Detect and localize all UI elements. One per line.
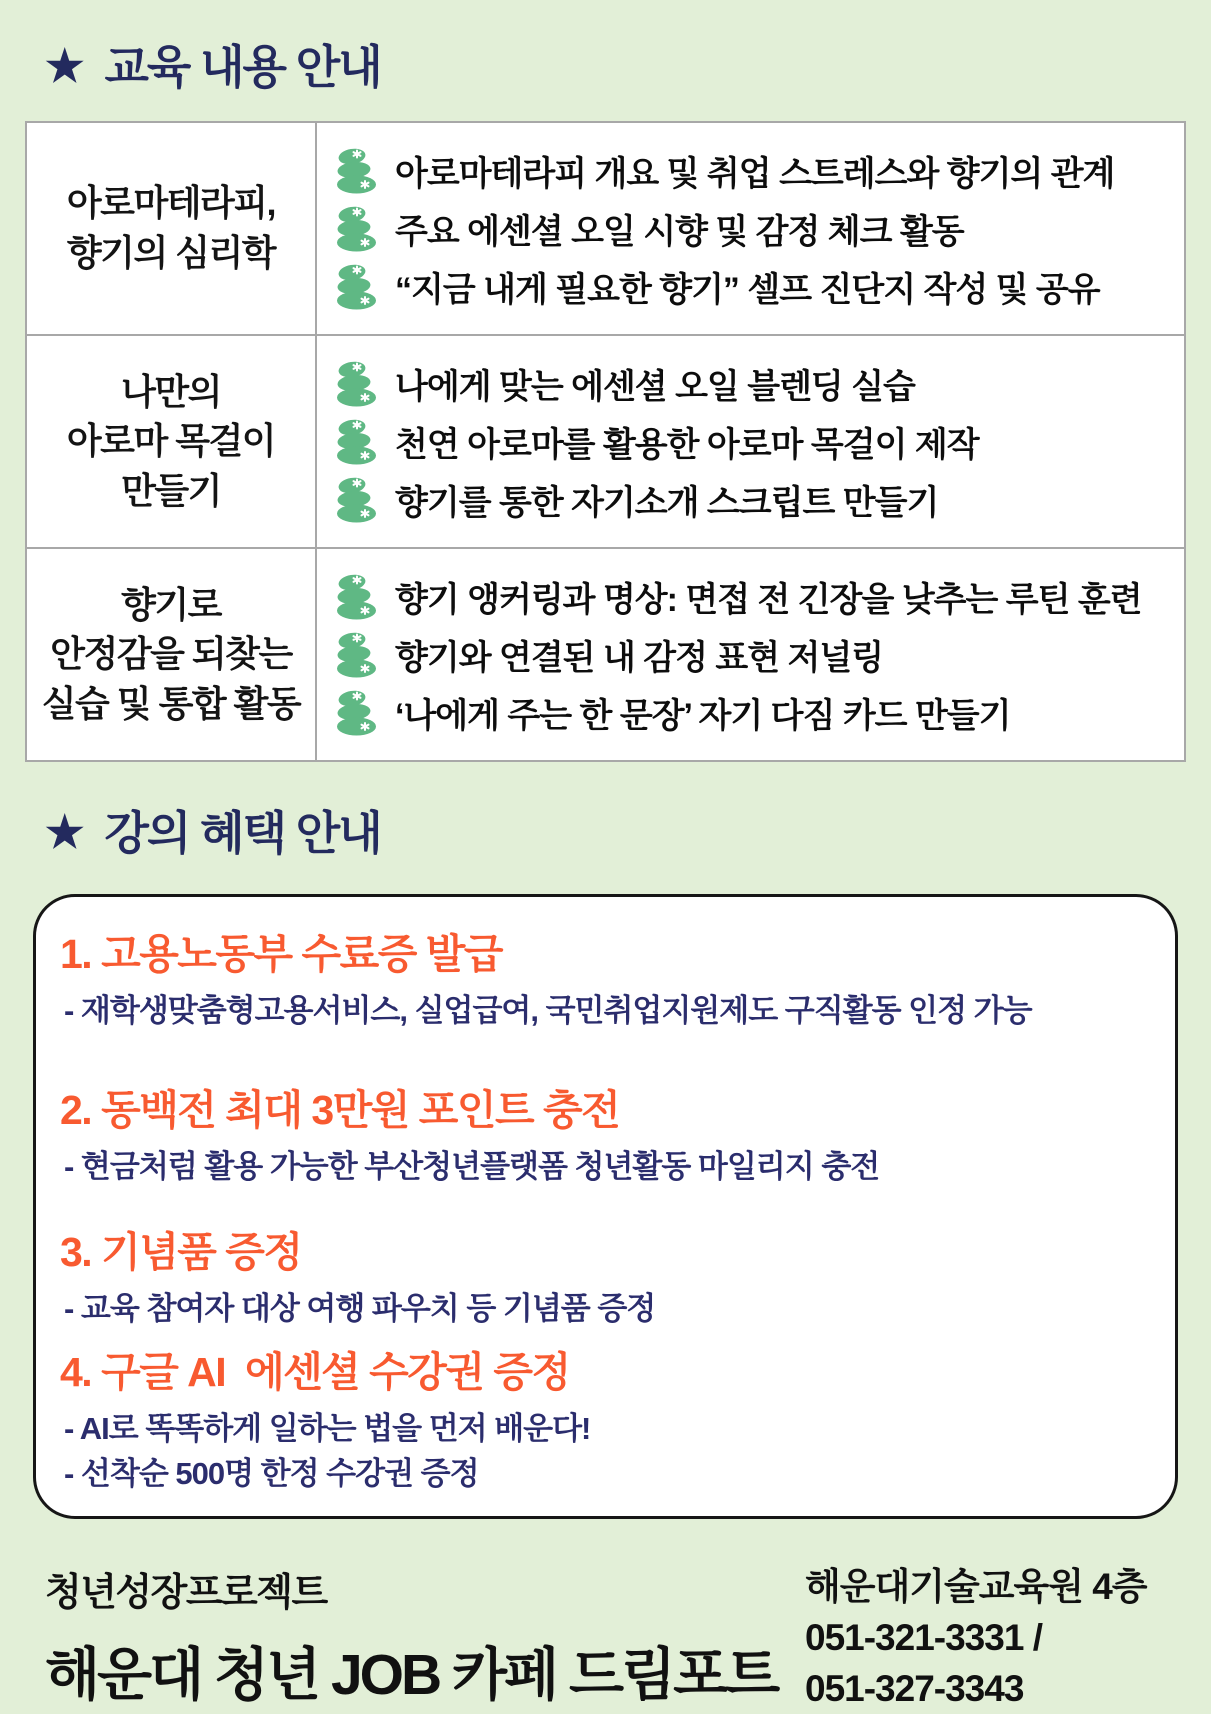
benefit-detail: - AI로 똑똑하게 일하는 법을 먼저 배운다! [64,1410,591,1446]
benefit-group [60,1087,1145,1185]
bullet-text: 향기 앵커링과 명상: 면접 전 긴장을 낮추는 루틴 훈련 [395,580,1142,619]
footer-project-name: 청년성장프로젝트 [45,1572,327,1615]
list-item [333,146,1174,195]
aroma-stones-icon [333,689,379,736]
benefit-group [60,1229,1145,1327]
topic-cell: 아로마테라피, 향기의 심리학 [26,122,316,335]
footer-phone-2: 051-327-3343 [805,1668,1024,1710]
list-item [333,688,1174,737]
footer [45,1561,1193,1714]
aroma-stones-icon [333,573,379,620]
footer-phone-1: 051-321-3331 / [805,1617,1042,1659]
aroma-stones-icon [333,147,379,194]
star-icon: ★ [45,42,85,92]
education-table [25,121,1186,762]
footer-left [45,1561,777,1711]
benefit-group [60,1349,1145,1492]
items-cell [316,335,1185,548]
section-title-benefits-label: 강의 혜택 안내 [104,806,381,859]
benefit-heading: 3. 기념품 증정 [60,1228,302,1275]
list-item [333,359,1174,408]
benefits-box [33,894,1178,1519]
aroma-stones-icon [333,631,379,678]
aroma-stones-icon [333,476,379,523]
section-title-education [45,0,1211,93]
footer-contact [805,1561,1193,1714]
bullet-text: 향기와 연결된 내 감정 표현 저널링 [395,638,884,677]
list-item [333,630,1174,679]
list-item [333,262,1174,311]
list-item [333,572,1174,621]
list-item [333,204,1174,253]
bullet-text: 아로마테라피 개요 및 취업 스트레스와 향기의 관계 [395,154,1115,193]
footer-location: 해운대기술교육원 4층 [805,1566,1147,1608]
footer-org-title: 해운대 청년 JOB 카페 드림포트 [45,1643,778,1708]
bullet-text: ‘나에게 주는 한 문장’ 자기 다짐 카드 만들기 [395,696,1011,735]
list-item [333,475,1174,524]
bullet-text: 주요 에센셜 오일 시향 및 감정 체크 활동 [395,212,964,251]
benefit-detail: - 선착순 500명 한정 수강권 증정 [64,1456,479,1492]
benefit-detail: - 현금처럼 활용 가능한 부산청년플랫폼 청년활동 마일리지 충전 [64,1149,880,1185]
aroma-stones-icon [333,360,379,407]
bullet-text: “지금 내게 필요한 향기” 셀프 진단지 작성 및 공유 [395,270,1100,309]
items-cell [316,122,1185,335]
bullet-text: 나에게 맞는 에센셜 오일 블렌딩 실습 [395,367,915,406]
list-item [333,417,1174,466]
benefit-group [60,931,1145,1029]
benefit-heading: 4. 구글 AI 에센셜 수강권 증정 [60,1348,570,1395]
benefit-heading: 2. 동백전 최대 3만원 포인트 충전 [60,1086,620,1133]
topic-cell: 나만의 아로마 목걸이 만들기 [26,335,316,548]
star-icon: ★ [45,807,85,857]
benefit-heading: 1. 고용노동부 수료증 발급 [60,931,502,978]
table-row [26,548,1185,761]
items-cell [316,548,1185,761]
table-row [26,122,1185,335]
table-row [26,335,1185,548]
section-title-benefits [45,808,1211,859]
aroma-stones-icon [333,418,379,465]
section-title-education-label: 교육 내용 안내 [104,41,381,93]
bullet-text: 향기를 통한 자기소개 스크립트 만들기 [395,483,939,522]
topic-cell: 향기로 안정감을 되찾는 실습 및 통합 활동 [26,548,316,761]
benefit-detail: - 교육 참여자 대상 여행 파우치 등 기념품 증정 [64,1290,656,1326]
bullet-text: 천연 아로마를 활용한 아로마 목걸이 제작 [395,425,979,464]
aroma-stones-icon [333,205,379,252]
benefit-detail: - 재학생맞춤형고용서비스, 실업급여, 국민취업지원제도 구직활동 인정 가능 [64,993,1032,1029]
aroma-stones-icon [333,263,379,310]
